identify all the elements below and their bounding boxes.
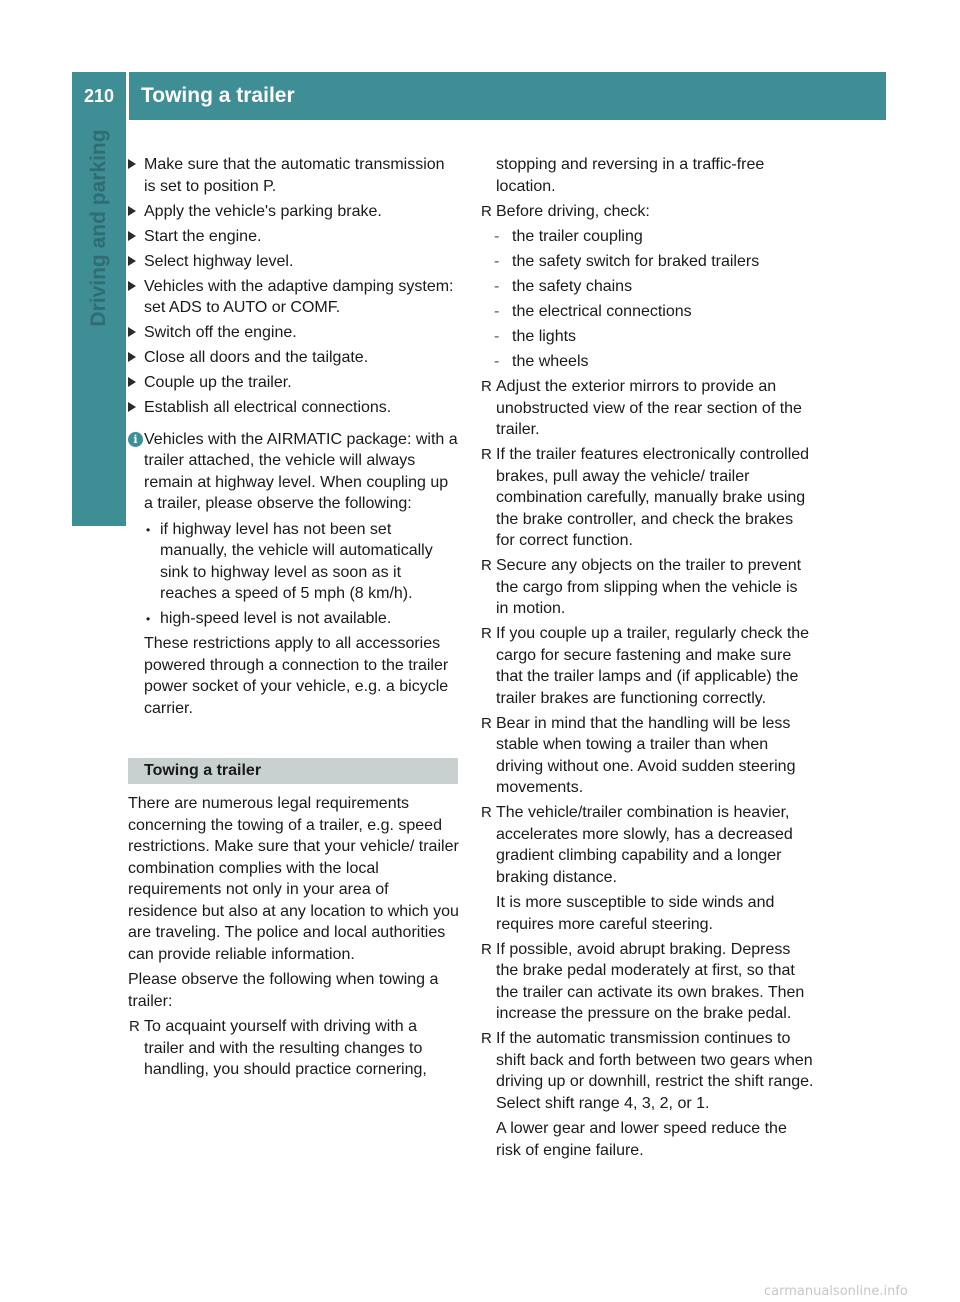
bullet-continuation: stopping and reversing in a traffic-free location. [496, 156, 765, 195]
list-item: R If the automatic transmission continues to shift back and forth between two gears when driving up or downhill, restrict the shift range. Select shift range 4, 3, 2, or 1. A lower gear and lower speed reduce the risk of engine failure. [480, 1028, 814, 1161]
step-arrow-icon [128, 402, 136, 412]
left-column [128, 154, 460, 1084]
bullet-extra: A lower gear and lower speed reduce the risk of engine failure. [496, 1120, 787, 1159]
list-item: R The vehicle/trailer combination is heavier, accelerates more slowly, has a decreased gradient climbing capability and a longer braking distance. It is more susceptible to side winds and requires more careful steering. [480, 802, 814, 935]
step-item: Apply the vehicle's parking brake. [128, 201, 460, 223]
chapter-label: Driving and parking [87, 129, 110, 327]
step-arrow-icon [128, 159, 136, 169]
check-item: - the safety chains [480, 276, 814, 298]
list-item: R If you couple up a trailer, regularly check the cargo for secure fastening and make sure that the trailer lamps and (if applicable) the trailer brakes are functioning correctly. [480, 623, 814, 709]
step-arrow-icon [128, 231, 136, 241]
section-paragraph: There are numerous legal requirements concerning the towing of a trailer, e.g. speed restrictions. Make sure that your vehicle/ trailer combination complies with the local requirements not only in your area of residence but also at any location to which you are traveling. The police and local authorities can provide reliable information. [128, 795, 459, 963]
check-item: - the trailer coupling [480, 226, 814, 248]
info-bullet: • high-speed level is not available. [144, 608, 460, 630]
list-item: R Before driving, check: [480, 201, 814, 223]
check-item: - the electrical connections [480, 301, 814, 323]
bullet-extra: It is more susceptible to side winds and requires more careful steering. [496, 894, 775, 933]
step-item: Establish all electrical connections. [128, 397, 460, 419]
section-paragraph: Please observe the following when towing a trailer: [128, 971, 439, 1010]
info-note [128, 429, 460, 720]
list-item: R If the trailer features electronically controlled brakes, pull away the vehicle/ trailer combination carefully, manually brake using the brake controller, and check the brakes for correct function. [480, 444, 814, 552]
step-item: Make sure that the automatic transmission is set to position P. [128, 154, 460, 197]
header-divider [126, 72, 129, 120]
right-column [480, 154, 814, 1165]
step-item: Couple up the trailer. [128, 372, 460, 394]
info-icon: i [128, 432, 143, 447]
step-arrow-icon [128, 352, 136, 362]
page-number: 210 [83, 85, 115, 106]
step-item: Close all doors and the tailgate. [128, 347, 460, 369]
step-arrow-icon [128, 256, 136, 266]
step-arrow-icon [128, 327, 136, 337]
check-item: - the lights [480, 326, 814, 348]
step-arrow-icon [128, 281, 136, 291]
list-item: R Bear in mind that the handling will be less stable when towing a trailer than when driving without one. Avoid sudden steering movements. [480, 713, 814, 799]
step-item: Switch off the engine. [128, 322, 460, 344]
check-item: - the safety switch for braked trailers [480, 251, 814, 273]
step-arrow-icon [128, 377, 136, 387]
section-heading: Towing a trailer [128, 758, 458, 784]
step-item: Select highway level. [128, 251, 460, 273]
step-item: Start the engine. [128, 226, 460, 248]
info-outro: These restrictions apply to all accessories powered through a connection to the trailer power socket of your vehicle, e.g. a bicycle carrier. [144, 635, 449, 717]
list-item: R Adjust the exterior mirrors to provide an unobstructed view of the rear section of the trailer. [480, 376, 814, 441]
check-item: - the wheels [480, 351, 814, 373]
info-intro: Vehicles with the AIRMATIC package: with a trailer attached, the vehicle will always remain at highway level. When coupling up a trailer, please observe the following: [144, 430, 458, 512]
watermark: carmanualsonline.info [764, 1284, 908, 1299]
list-item: R To acquaint yourself with driving with a trailer and with the resulting changes to handling, you should practice cornering, [128, 1016, 460, 1081]
info-bullet: • if highway level has not been set manually, the vehicle will automatically sink to highway level as soon as it reaches a speed of 5 mph (8 km/h). [144, 519, 460, 605]
page-title: Towing a trailer [141, 84, 295, 107]
list-item: R If possible, avoid abrupt braking. Depress the brake pedal moderately at first, so that the trailer can activate its own brakes. Then increase the pressure on the brake pedal. [480, 939, 814, 1025]
step-arrow-icon [128, 206, 136, 216]
list-item: R Secure any objects on the trailer to prevent the cargo from slipping when the vehicle is in motion. [480, 555, 814, 620]
step-item: Vehicles with the adaptive damping system: set ADS to AUTO or COMF. [128, 276, 460, 319]
